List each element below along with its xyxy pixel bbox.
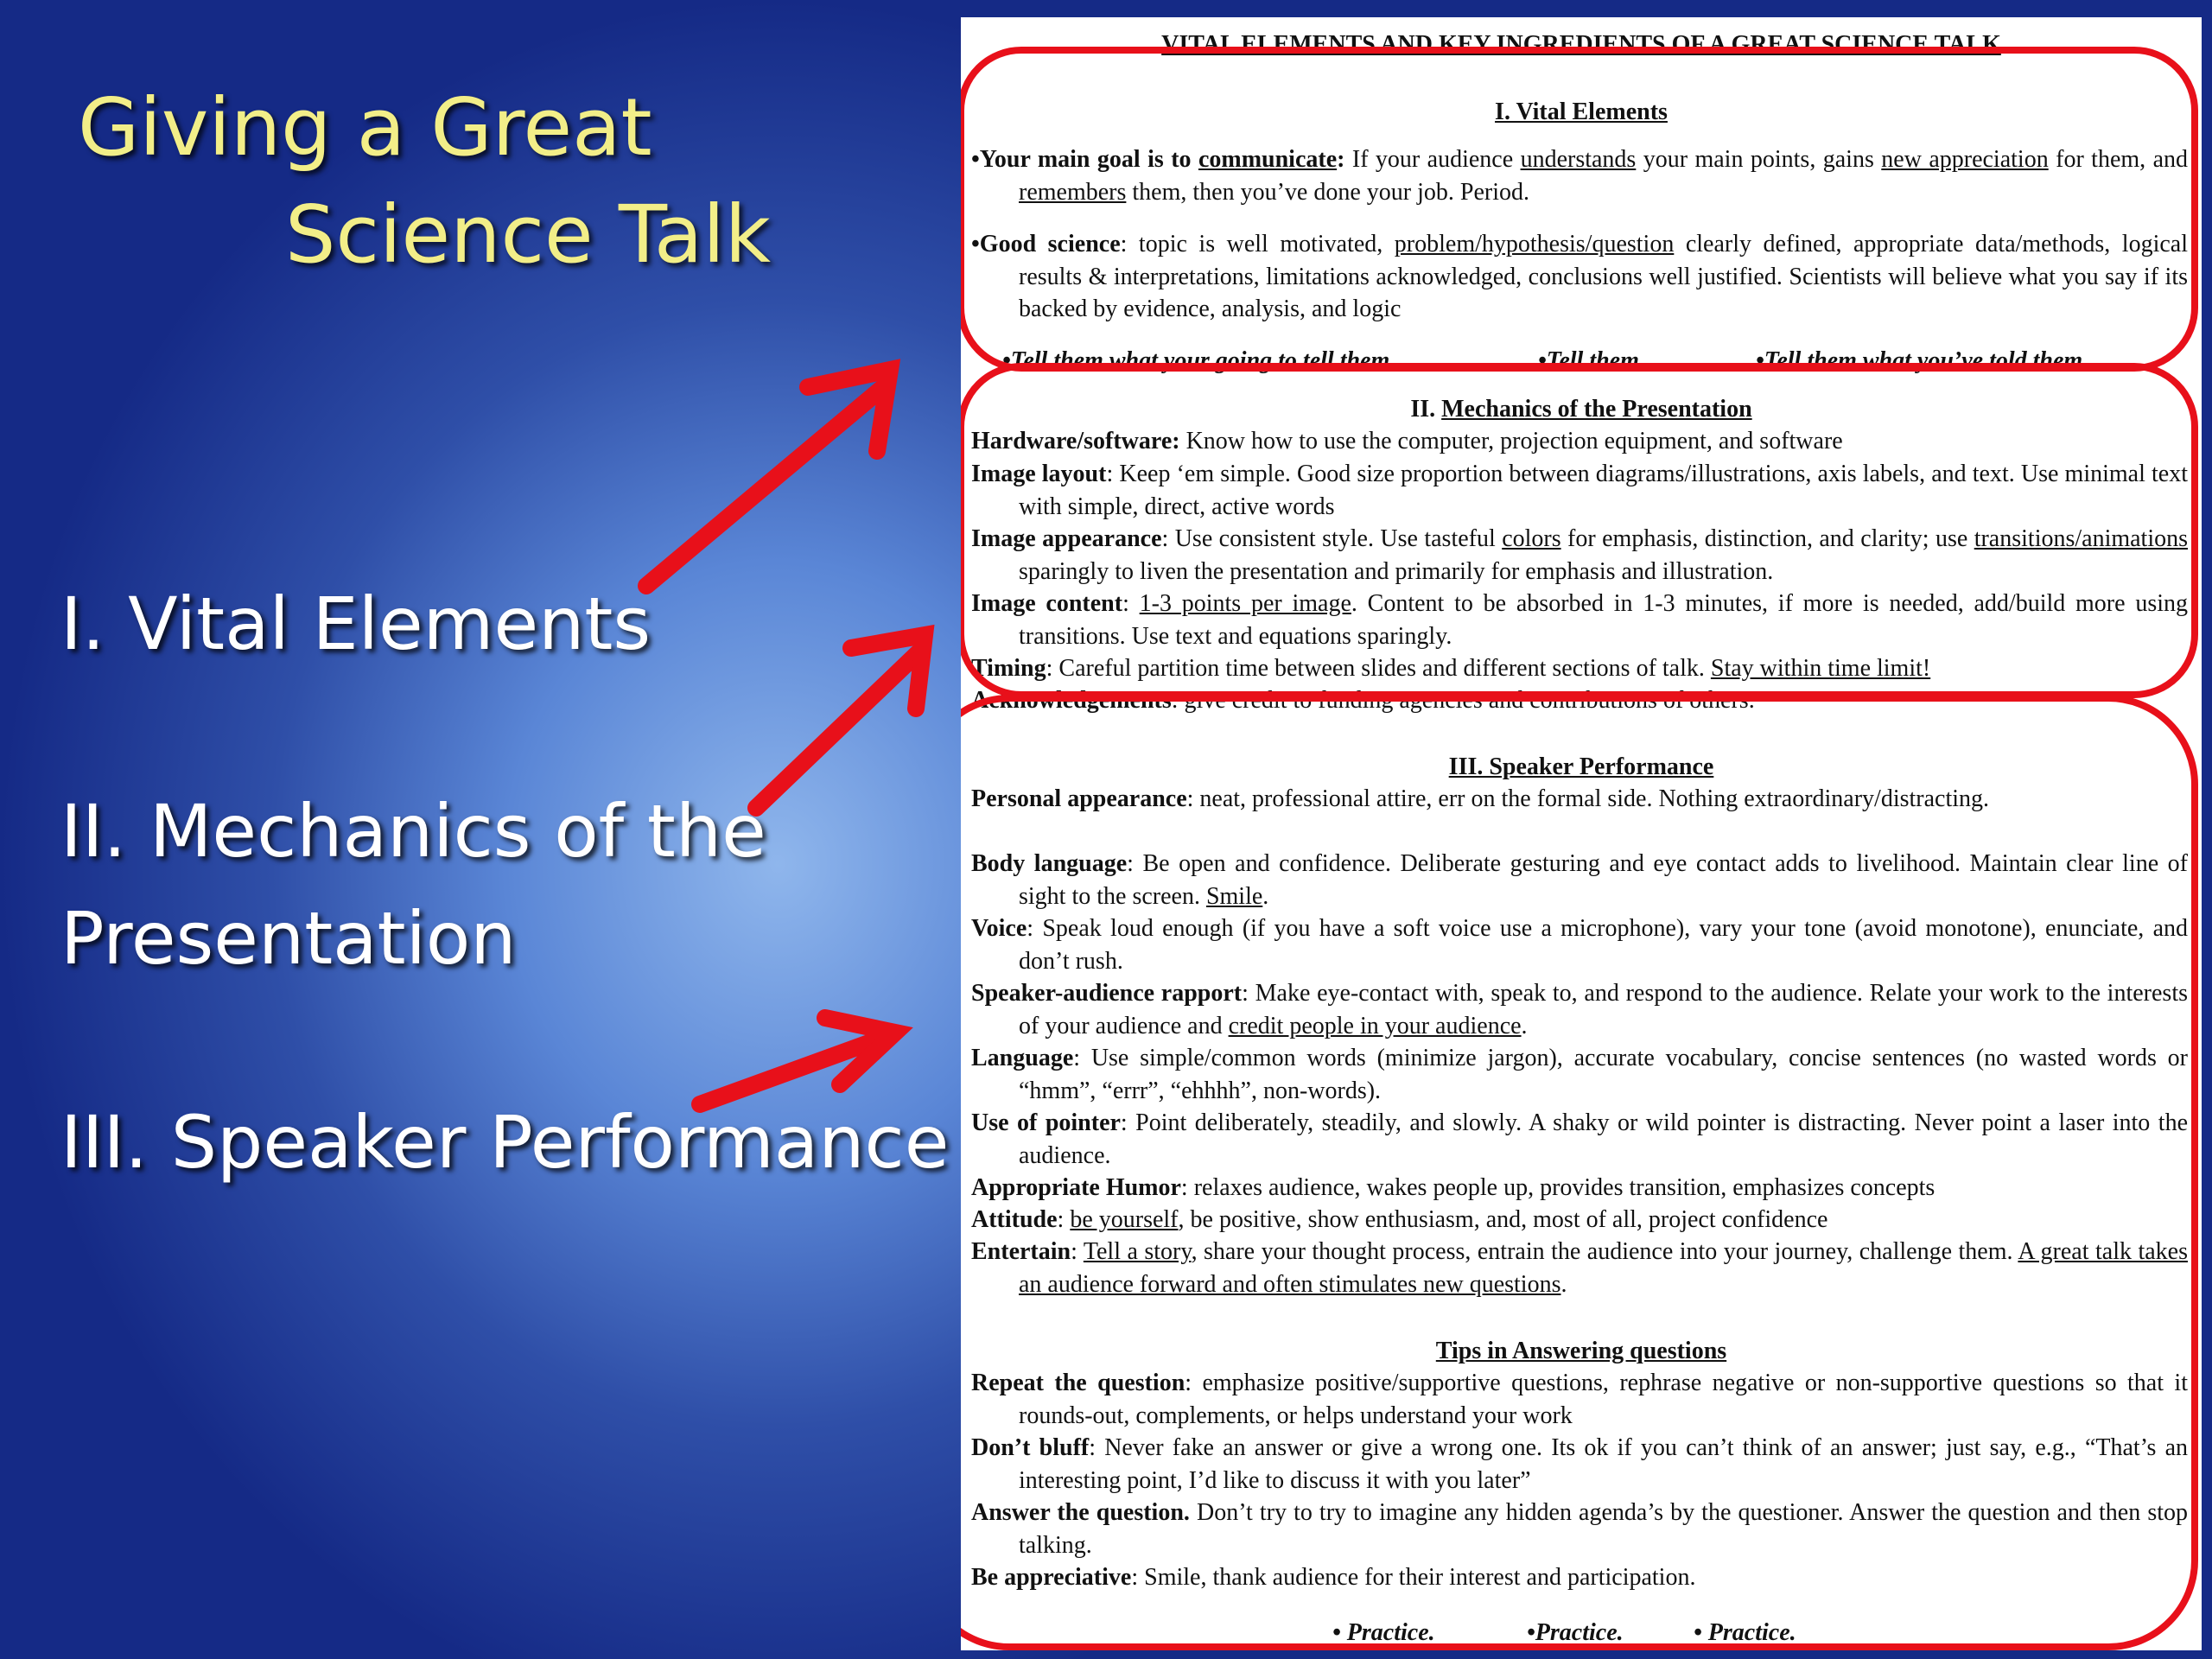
mechanics-timing: Timing: Careful partition time between slides and different sections of talk. Stay within time limit!: [971, 655, 1931, 682]
arrow-to-vital-elements-icon: [646, 370, 890, 586]
practice-2: •Practice.: [1527, 1619, 1624, 1646]
section-tips-heading: Tips in Answering questions: [1435, 1338, 1727, 1364]
speaker-humor: Appropriate Humor: relaxes audience, wakes people up, provides transition, emphasizes concepts: [971, 1174, 1936, 1201]
tips-dont-bluff: Don’t bluff: Never fake an answer or give a wrong one. Its ok if you can’t think of an answer; just say, e.g., “That’s an interesting point, I’d like to discuss it with you later”: [971, 1434, 2188, 1494]
practice-1: • Practice.: [1332, 1619, 1435, 1646]
mechanics-image-content: Image content: 1-3 points per image. Content to be absorbed in 1-3 minutes, if more is needed, add/build more using transitions. Use text and equations sparingly.: [971, 590, 2189, 650]
heading-mechanics-line1: II. Mechanics of the: [60, 789, 766, 874]
tips-appreciative: Be appreciative: Smile, thank audience for their interest and participation.: [971, 1564, 1696, 1591]
speaker-entertain: Entertain: Tell a story, share your thought process, entrain the audience into your journey, challenge them. A great talk takes an audience forward and often stimulates new questions.: [971, 1238, 2188, 1298]
frame-mechanics: [961, 366, 2195, 695]
frame-vital-elements: [961, 50, 2195, 368]
section-mechanics-heading: II. Mechanics of the Presentation: [1410, 396, 1752, 423]
mechanics-image-appearance: Image appearance: Use consistent style. Use tasteful colors for emphasis, distinction, and clarity; use transitions/animations sparingly to liven the presentation and primarily for emphasis and illustration.: [971, 525, 2189, 585]
tips-repeat-question: Repeat the question: emphasize positive/supportive questions, rephrase negative or non-supportive questions so that it rounds-out, complements, or helps understand your work: [971, 1370, 2188, 1429]
frame-speaker-performance: [961, 698, 2195, 1647]
tips-answer-question: Answer the question. Don’t try to try to imagine any hidden agenda’s by the questioner. Answer the question and then stop talking.: [971, 1499, 2188, 1559]
heading-vital-elements: I. Vital Elements: [60, 582, 652, 666]
speaker-pointer: Use of pointer: Point deliberately, steadily, and slowly. A shaky or wild pointer is distracting. Never point a laser into the audience.: [971, 1109, 2188, 1169]
mechanics-hardware: Hardware/software: Know how to use the computer, projection equipment, and software: [971, 428, 1843, 454]
speaker-personal-appearance: Personal appearance: neat, professional attire, err on the formal side. Nothing extraordinary/distracting.: [971, 785, 1990, 812]
arrow-to-mechanics-icon: [756, 635, 925, 808]
speaker-voice: Voice: Speak loud enough (if you have a soft voice use a microphone), vary your tone (avoid monotone), enunciate, and don’t rush.: [971, 915, 2188, 975]
mechanics-image-layout: Image layout: Keep ‘em simple. Good size proportion between diagrams/illustrations, axis labels, and text. Use minimal text with simple, direct, active words: [971, 461, 2188, 520]
heading-mechanics-line2: Presentation: [60, 896, 517, 981]
tell-them-told: •Tell them what you’ve told them: [1756, 347, 2083, 374]
highlight-frames: [961, 17, 2202, 1650]
document-title: VITAL ELEMENTS AND KEY INGREDIENTS OF A GREAT SCIENCE TALK: [1161, 31, 2001, 58]
tell-them-going-to: •Tell them what your going to tell them.: [1002, 347, 1396, 374]
section-speaker-heading: III. Speaker Performance: [1448, 753, 1714, 780]
speaker-attitude: Attitude: be yourself, be positive, show enthusiasm, and, most of all, project confidence: [971, 1206, 1828, 1233]
tell-them: •Tell them: [1538, 347, 1639, 374]
vital-item-communicate: •Your main goal is to communicate: If your audience understands your main points, gains new appreciation for them, and remembers them, then you’ve done your job. Period.: [971, 146, 2189, 206]
practice-3: • Practice.: [1694, 1619, 1796, 1646]
heading-speaker-performance: III. Speaker Performance: [60, 1100, 950, 1185]
arrow-to-speaker-performance-icon: [700, 1018, 895, 1104]
speaker-language: Language: Use simple/common words (minimize jargon), accurate vocabulary, concise sentences (no wasted words or “hmm”, “errr”, “ehhhh”, non-words).: [971, 1045, 2188, 1104]
mechanics-acknowledgements: Acknowledgements: give credit to funding agencies and contributions of others.: [971, 687, 1755, 714]
slide-title-line1: Giving a Great: [78, 81, 652, 174]
vital-item-good-science: •Good science: topic is well motivated, problem/hypothesis/question clearly defined, appropriate data/methods, logical results & interpretations, limitations acknowledged, conclusions well justified. Scientists will believe what you say if its backed by evidence, analysis, and logic: [971, 231, 2188, 322]
speaker-rapport: Speaker-audience rapport: Make eye-contact with, speak to, and respond to the audience. Relate your work to the interests of your audience and credit people in your audience.: [971, 980, 2188, 1039]
section-vital-elements-heading: I. Vital Elements: [1495, 99, 1668, 125]
speaker-body-language: Body language: Be open and confidence. Deliberate gesturing and eye contact adds to livelihood. Maintain clear line of sight to the screen. Smile.: [971, 850, 2188, 910]
slide-title-line2: Science Talk: [285, 188, 772, 281]
